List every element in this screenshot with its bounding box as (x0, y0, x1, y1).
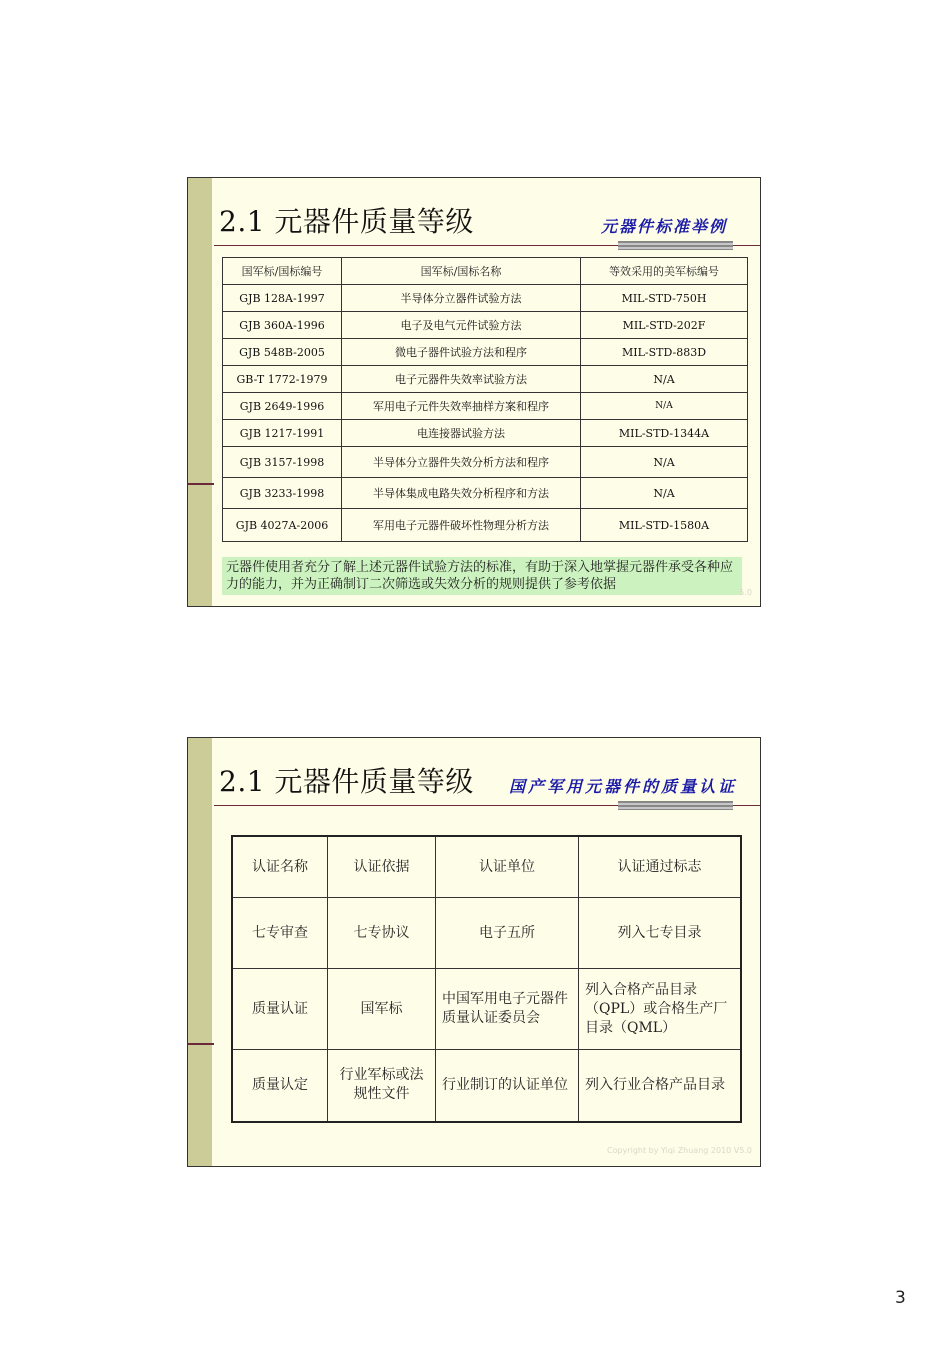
table-cell: 电连接器试验方法 (342, 420, 581, 447)
column-header: 认证依据 (328, 836, 436, 898)
table-cell: N/A (581, 393, 748, 420)
table-cell: 军用电子元件失效率抽样方案和程序 (342, 393, 581, 420)
table-cell: 列入行业合格产品目录 (579, 1050, 742, 1122)
table-cell: 质量认证 (232, 969, 328, 1050)
table-cell: MIL-STD-1344A (581, 420, 748, 447)
slide-subtitle: 元器件标准举例 (601, 217, 728, 236)
slide-standards-examples (187, 177, 761, 607)
table-cell: GJB 4027A-2006 (223, 509, 342, 542)
column-header: 等效采用的美军标编号 (581, 258, 748, 285)
copyright-text: Copyright by Yiqi Zhuang 2010 V5.0 (607, 1146, 752, 1155)
decorative-bar (618, 801, 733, 810)
table-cell: MIL-STD-750H (581, 285, 748, 312)
table-cell: 电子元器件失效率试验方法 (342, 366, 581, 393)
table-cell: 军用电子元器件破坏性物理分析方法 (342, 509, 581, 542)
standards-table (222, 257, 748, 542)
certification-table (231, 835, 742, 1123)
table-cell: 电子及电气元件试验方法 (342, 312, 581, 339)
table-cell: GB-T 1772-1979 (223, 366, 342, 393)
table-cell: 国军标 (328, 969, 436, 1050)
sidebar-tick (188, 1043, 214, 1045)
column-header: 国军标/国标名称 (342, 258, 581, 285)
table-cell: 行业军标或法规性文件 (328, 1050, 436, 1122)
table-cell: 半导体分立器件失效分析方法和程序 (342, 447, 581, 478)
summary-note: 元器件使用者充分了解上述元器件试验方法的标准，有助于深入地掌握元器件承受各种应力的能力，并为正确制订二次筛选或失效分析的规则提供了参考依据 (222, 557, 742, 595)
table-cell: 微电子器件试验方法和程序 (342, 339, 581, 366)
table-row (223, 285, 748, 312)
table-row (223, 420, 748, 447)
table-cell: N/A (581, 447, 748, 478)
slide-title: 2.1 元器件质量等级 (219, 765, 474, 798)
table-cell: GJB 3157-1998 (223, 447, 342, 478)
decorative-bar (618, 241, 733, 250)
column-header: 认证单位 (436, 836, 579, 898)
slide-quality-certification (187, 737, 761, 1167)
sidebar-tick (188, 483, 214, 485)
copyright-text: 5.0 (739, 588, 752, 597)
table-header-row (223, 258, 748, 285)
table-row (223, 447, 748, 478)
table-row (223, 393, 748, 420)
table-cell: GJB 2649-1996 (223, 393, 342, 420)
table-cell: GJB 360A-1996 (223, 312, 342, 339)
table-cell: GJB 3233-1998 (223, 478, 342, 509)
slide-title: 2.1 元器件质量等级 (219, 205, 474, 238)
table-cell: MIL-STD-883D (581, 339, 748, 366)
table-cell: MIL-STD-202F (581, 312, 748, 339)
table-cell: GJB 548B-2005 (223, 339, 342, 366)
table-row (232, 1050, 741, 1122)
table-row (232, 898, 741, 969)
table-cell: 中国军用电子元器件质量认证委员会 (436, 969, 579, 1050)
table-row (223, 339, 748, 366)
table-row (223, 312, 748, 339)
table-cell: GJB 128A-1997 (223, 285, 342, 312)
table-row (232, 969, 741, 1050)
table-cell: 列入七专目录 (579, 898, 742, 969)
table-row (223, 478, 748, 509)
column-header: 国军标/国标编号 (223, 258, 342, 285)
slide-sidebar (188, 178, 212, 606)
table-cell: 列入合格产品目录（QPL）或合格生产厂目录（QML） (579, 969, 742, 1050)
page-number: 3 (895, 1288, 906, 1308)
table-cell: 半导体集成电路失效分析程序和方法 (342, 478, 581, 509)
table-cell: MIL-STD-1580A (581, 509, 748, 542)
table-row (223, 366, 748, 393)
column-header: 认证名称 (232, 836, 328, 898)
table-cell: 七专审查 (232, 898, 328, 969)
table-cell: 电子五所 (436, 898, 579, 969)
slide-subtitle: 国产军用元器件的质量认证 (509, 777, 738, 796)
table-header-row (232, 836, 741, 898)
table-cell: 行业制订的认证单位 (436, 1050, 579, 1122)
table-cell: N/A (581, 478, 748, 509)
table-cell: 半导体分立器件试验方法 (342, 285, 581, 312)
table-cell: N/A (581, 366, 748, 393)
table-cell: 七专协议 (328, 898, 436, 969)
table-row (223, 509, 748, 542)
table-cell: GJB 1217-1991 (223, 420, 342, 447)
slide-sidebar (188, 738, 212, 1166)
column-header: 认证通过标志 (579, 836, 742, 898)
table-cell: 质量认定 (232, 1050, 328, 1122)
